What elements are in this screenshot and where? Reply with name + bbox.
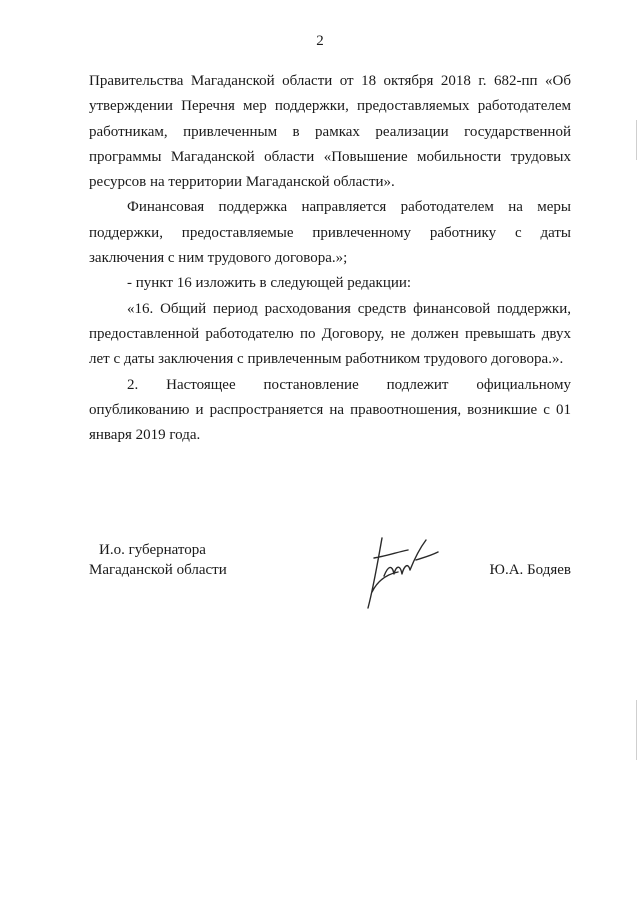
handwritten-signature xyxy=(364,530,444,615)
paragraph-item-16-intro: - пункт 16 изложить в следующей редакции: xyxy=(127,275,412,292)
signer-title-line-1: И.о. губернатора xyxy=(99,542,206,558)
signature-block xyxy=(89,540,571,620)
paragraph-financial-support: Финансовая поддержка направляется работодателем на меры поддержки, предоставляемые привлеченному работнику с даты заключения с ним трудового договора.»; xyxy=(89,199,571,267)
paragraph-continuation: Правительства Магаданской области от 18 октября 2018 г. 682-пп «Об утверждении Перечня мер поддержки, предоставляемых работодателем работникам, привлеченным в рамках реализации государственной программы Магаданской области «Повышение мобильности трудовых ресурсов на территории Магаданской области». xyxy=(89,73,571,191)
signer-title-line-2: Магаданской области xyxy=(89,562,227,578)
signer-name: Ю.А. Бодяев xyxy=(489,562,571,578)
paragraph-item-16: «16. Общий период расходования средств финансовой поддержки, предоставленной работодателю по Договору, не должен превышать двух лет с даты заключения с привлеченным работником трудового договора.». xyxy=(89,300,571,368)
scan-edge-mark xyxy=(636,120,637,160)
paragraph-publication: 2. Настоящее постановление подлежит официальному опубликованию и распространяется на правоотношения, возникшие с 01 января 2019 года. xyxy=(89,376,571,444)
scan-edge-mark xyxy=(636,700,637,760)
page-number: 2 xyxy=(316,33,324,49)
document-body xyxy=(89,69,571,448)
